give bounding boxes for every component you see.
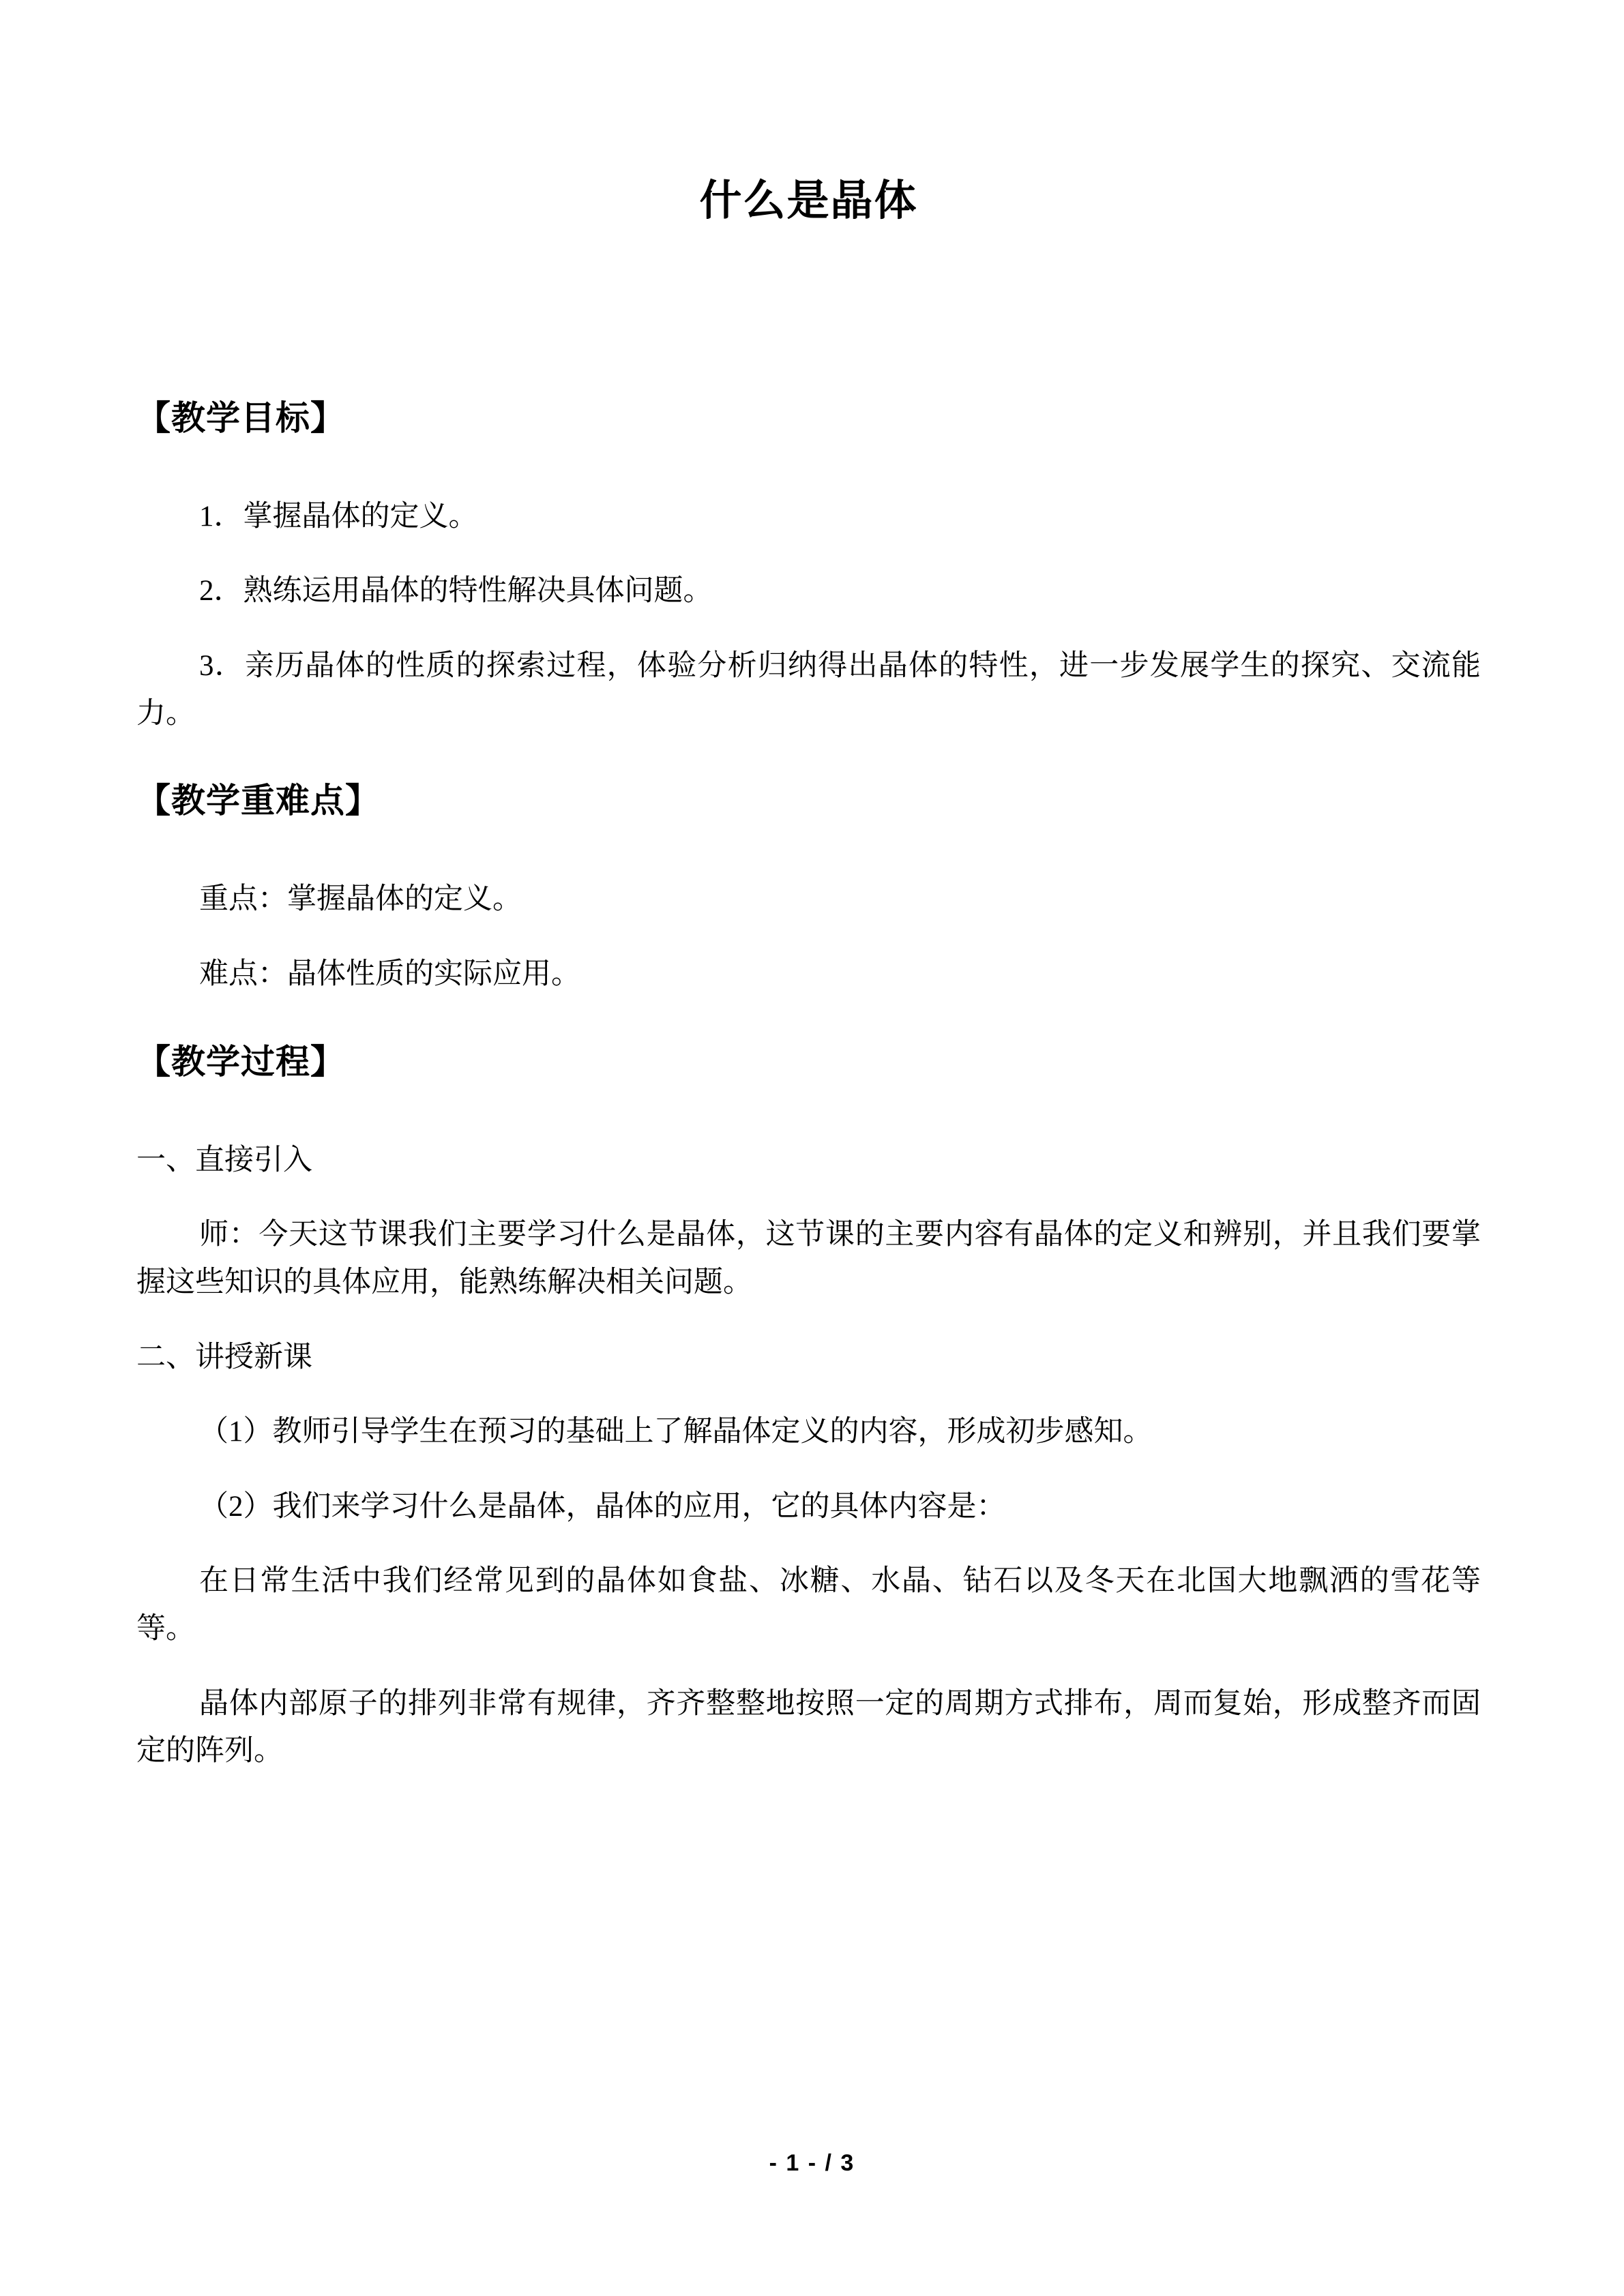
- spacer: [136, 1456, 1481, 1483]
- section-heading-objectives: 【教学目标】: [136, 398, 345, 437]
- objective-item: 3．亲历晶体的性质的探索过程，体验分析归纳得出晶体的特性，进一步发展学生的探究、交流能力。: [136, 649, 1481, 730]
- objective-item: 2．熟练运用晶体的特性解决具体问题。: [199, 575, 713, 608]
- keypoints-list: [136, 876, 1481, 998]
- spacer: [136, 1530, 1481, 1557]
- spacer: [136, 998, 1481, 1037]
- keypoint-item: 重点：掌握晶体的定义。: [199, 883, 522, 916]
- process-paragraph: （1）教师引导学生在预习的基础上了解晶体定义的内容，形成初步感知。: [199, 1416, 1153, 1448]
- spacer: [136, 826, 1481, 876]
- process-subheading-1: 一、直接引入: [136, 1144, 312, 1176]
- spacer: [136, 540, 1481, 567]
- spacer: [136, 1653, 1481, 1680]
- objective-item: 1．掌握晶体的定义。: [199, 500, 478, 533]
- title-spacer: [136, 229, 1481, 393]
- spacer: [136, 737, 1481, 775]
- process-paragraph: 在日常生活中我们经常见到的晶体如食盐、冰糖、水晶、钻石以及冬天在北国大地飘洒的雪花等等。: [136, 1565, 1481, 1645]
- spacer: [136, 615, 1481, 642]
- spacer: [136, 1088, 1481, 1137]
- page-footer: - 1 - / 3: [769, 2150, 855, 2176]
- spacer: [136, 1184, 1481, 1211]
- process-subheading-2: 二、讲授新课: [136, 1341, 312, 1373]
- objectives-list: [136, 493, 1481, 738]
- process-paragraph: 晶体内部原子的排列非常有规律，齐齐整整地按照一定的周期方式排布，周而复始，形成整齐而固定的阵列。: [136, 1687, 1481, 1768]
- spacer: [136, 1381, 1481, 1408]
- spacer: [136, 923, 1481, 951]
- section-heading-process: 【教学过程】: [136, 1042, 345, 1081]
- process-paragraph: （2）我们来学习什么是晶体，晶体的应用，它的具体内容是：: [199, 1490, 1006, 1523]
- page-title: 什么是晶体: [699, 178, 918, 224]
- spacer: [136, 444, 1481, 493]
- section-heading-keypoints: 【教学重难点】: [136, 781, 380, 820]
- spacer: [136, 1307, 1481, 1334]
- process-paragraph: 师：今天这节课我们主要学习什么是晶体，这节课的主要内容有晶体的定义和辨别，并且我们要掌握这些知识的具体应用，能熟练解决相关问题。: [136, 1219, 1481, 1298]
- keypoint-item: 难点：晶体性质的实际应用。: [199, 957, 580, 990]
